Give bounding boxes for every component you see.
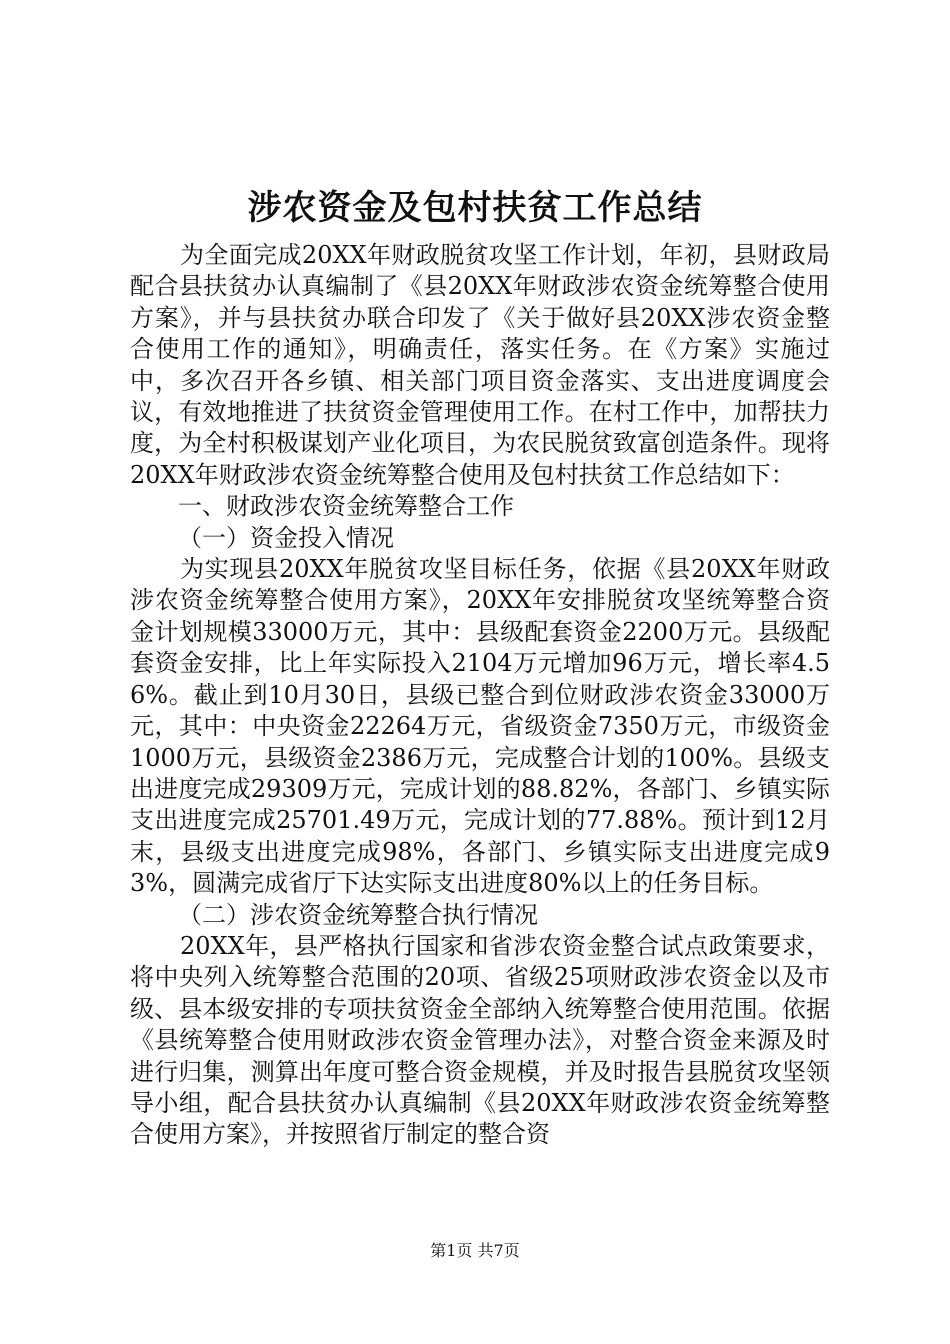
- subsection-heading-2: （二）涉农资金统筹整合执行情况: [178, 900, 538, 929]
- intro-paragraph: 为全面完成20XX年财政脱贫攻坚工作计划，年初，县财政局配合县扶贫办认真编制了《县20XX年财政涉农资金统筹整合使用方案》，并与县扶贫办联合印发了《关于做好县20XX涉农资金整合使用工作的通知》，明确责任，落实任务。在《方案》实施过中，多次召开各乡镇、相关部门项目资金落实、支出进度调度会议，有效地推进了扶贫资金管理使用工作。在村工作中，加帮扶力度，为全村积极谋划产业化项目，为农民脱贫致富创造条件。现将20XX年财政涉农资金统筹整合使用及包村扶贫工作总结如下：: [130, 241, 830, 489]
- document-body: [130, 240, 830, 1151]
- execution-paragraph: 20XX年，县严格执行国家和省涉农资金整合试点政策要求，将中央列入统筹整合范围的20项、省级25项财政涉农资金以及市级、县本级安排的专项扶贫资金全部纳入统筹整合使用范围。依据《县统筹整合使用财政涉农资金管理办法》，对整合资金来源及时进行归集，测算出年度可整合资金规模，并及时报告县脱贫攻坚领导小组，配合县扶贫办认真编制《县20XX年财政涉农资金统筹整合使用方案》，并按照省厅制定的整合资: [130, 931, 830, 1149]
- section-heading-1: 一、财政涉农资金统筹整合工作: [178, 492, 514, 521]
- funding-input-paragraph: 为实现县20XX年脱贫攻坚目标任务，依据《县20XX年财政涉农资金统筹整合使用方案》，20XX年安排脱贫攻坚统筹整合资金计划规模33000万元，其中：县级配套资金2200万元。县级配套资金安排，比上年实际投入2104万元增加96万元，增长率4.56%。截止到10月30日，县级已整合到位财政涉农资金33000万元，其中：中央资金22264万元，省级资金7350万元，市级资金1000万元，县级资金2386万元，完成整合计划的100%。县级支出进度完成29309万元，完成计划的88.82%，各部门、乡镇实际支出进度完成25701.49万元，完成计划的77.88%。预计到12月末，县级支出进度完成98%，各部门、乡镇实际支出进度完成93%，圆满完成省厅下达实际支出进度80%以上的任务目标。: [130, 555, 830, 898]
- subsection-heading-1: （一）资金投入情况: [178, 523, 394, 552]
- page-number-footer: 第1页 共7页: [430, 1241, 520, 1260]
- document-title: 涉农资金及包村扶贫工作总结: [247, 188, 703, 228]
